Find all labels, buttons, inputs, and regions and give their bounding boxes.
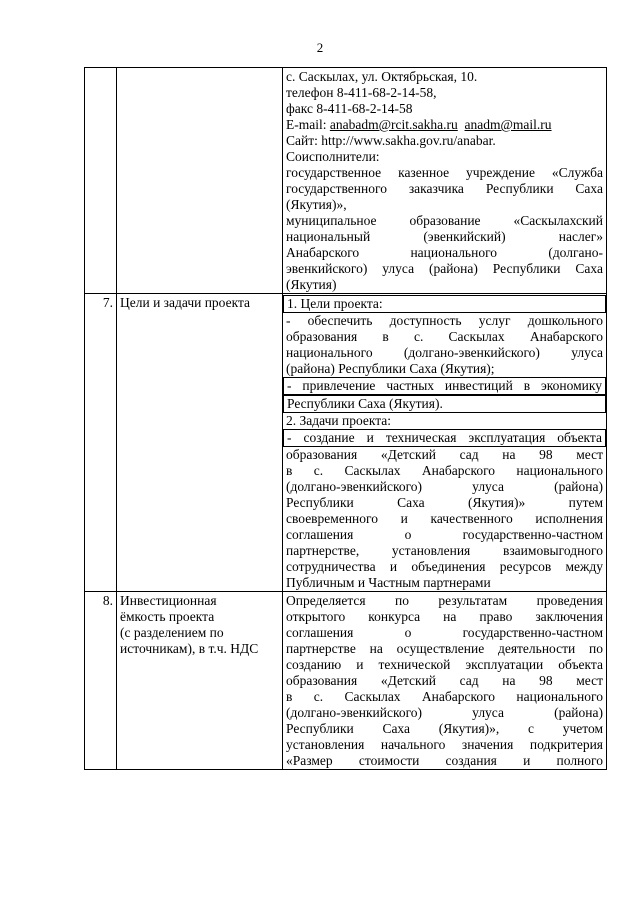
text-line: в с. Саскылах Анабарского национального <box>286 463 603 478</box>
text-line: Республики Саха (Якутия). <box>283 395 606 413</box>
email-label: E-mail: <box>286 117 330 132</box>
text-line: партнерстве, установления взаимовыгодного <box>286 543 603 558</box>
text-line: соглашения о государственно-частном <box>286 625 603 640</box>
text-line: национальный (эвенкийский) наслег» <box>286 229 603 244</box>
row-number: 7. <box>85 294 117 592</box>
text-line: (района) Республики Саха (Якутия); <box>286 361 495 376</box>
text-line: эвенкийского) улуса (района) Республики Саха <box>286 261 603 276</box>
table-row <box>85 68 607 294</box>
label-line: (с разделением по <box>120 625 224 640</box>
row-number: 8. <box>85 592 117 770</box>
text-line: соглашения о государственно-частном <box>286 527 603 542</box>
text-line: факс 8-411-68-2-14-58 <box>286 101 413 116</box>
table-row <box>85 592 607 770</box>
text-line: партнерстве на осуществление деятельности по <box>286 641 603 656</box>
row-label <box>117 592 283 770</box>
email-link-secondary[interactable]: anadm@mail.ru <box>464 117 552 132</box>
row-content <box>283 294 607 592</box>
text-line: (долгано-эвенкийского) улуса (района) <box>286 705 603 720</box>
page-number: 2 <box>316 40 324 55</box>
text-line: Республики Саха (Якутия)» путем <box>286 495 603 510</box>
label-line: Цели и задачи проекта <box>120 295 251 310</box>
text-line: - обеспечить доступность услуг дошкольного <box>286 313 603 328</box>
label-line: Инвестиционная <box>120 593 217 608</box>
text-line: своевременного и качественного исполнения <box>286 511 603 526</box>
text-line: Сайт: http://www.sakha.gov.ru/anabar. <box>286 133 496 148</box>
text-line: 1. Цели проекта: <box>283 295 606 313</box>
text-line: национального (долгано-эвенкийского) улуса <box>286 345 603 360</box>
email-line <box>286 117 603 133</box>
text-line: (Якутия)», <box>286 197 347 212</box>
text-line: Республики Саха (Якутия)», с учетом <box>286 721 603 736</box>
text-line: муниципальное образование «Саскылахский <box>286 213 603 228</box>
text-line: созданию и технической эксплуатации объекта <box>286 657 603 672</box>
row-label <box>117 68 283 294</box>
text-line: открытого конкурса на право заключения <box>286 609 603 624</box>
text-line: с. Саскылах, ул. Октябрьская, 10. <box>286 69 478 84</box>
label-line: источникам), в т.ч. НДС <box>120 641 259 656</box>
text-line: образования «Детский сад на 98 мест <box>286 673 603 688</box>
text-line: (Якутия) <box>286 277 337 292</box>
text-line: образования «Детский сад на 98 мест <box>286 447 603 462</box>
text-line: государственного заказчика Республики Саха <box>286 181 603 196</box>
text-line: (долгано-эвенкийского) улуса (района) <box>286 479 603 494</box>
table-row <box>85 294 607 592</box>
text-line: - создание и техническая эксплуатация объекта <box>283 429 606 447</box>
text-line: «Размер стоимости создания и полного <box>286 753 603 768</box>
email-link-primary[interactable]: anabadm@rcit.sakha.ru <box>329 117 458 132</box>
text-line: - привлечение частных инвестиций в экономику <box>283 377 606 395</box>
text-line: государственное казенное учреждение «Служба <box>286 165 603 180</box>
text-line: в с. Саскылах Анабарского национального <box>286 689 603 704</box>
label-line: ёмкость проекта <box>120 609 215 624</box>
text-line: 2. Задачи проекта: <box>286 413 392 428</box>
text-line: Определяется по результатам проведения <box>286 593 603 608</box>
row-number <box>85 68 117 294</box>
row-label <box>117 294 283 592</box>
text-line: сотрудничества и объединения ресурсов между <box>286 559 603 574</box>
row-content <box>283 68 607 294</box>
text-line: установления начального значения подкритерия <box>286 737 603 752</box>
text-line: Соисполнители: <box>286 149 380 164</box>
project-passport-table <box>84 67 607 770</box>
text-line: Публичным и Частным партнерами <box>286 575 491 590</box>
text-line: Анабарского национального (долгано- <box>286 245 603 260</box>
text-line: образования в с. Саскылах Анабарского <box>286 329 603 344</box>
text-line: телефон 8-411-68-2-14-58, <box>286 85 437 100</box>
row-content <box>283 592 607 770</box>
